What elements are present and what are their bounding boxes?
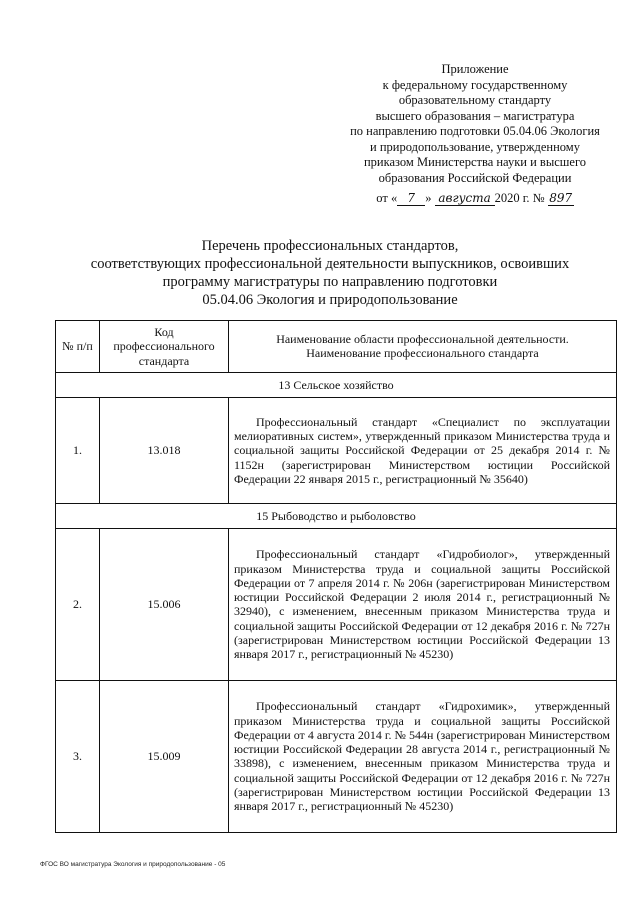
title-line: соответствующих профессиональной деятельности выпускников, освоивших xyxy=(90,256,570,272)
row-code: 13.018 xyxy=(100,397,229,503)
group-row xyxy=(56,503,617,528)
date-mid: » xyxy=(425,191,432,205)
appendix-line: Приложение xyxy=(441,62,509,76)
appendix-line: высшего образования – магистратура xyxy=(375,108,575,123)
row-text: Профессиональный стандарт «Гидрохимик», утвержденный приказом Министерства труда и социальной защиты Российской Федерации от 4 августа 2014 г. № 544н (зарегистрирован Министерством юстиции Российской Федерации 28 августа 2014 г., регистрационный № 33898), с изменением, внесенным приказом Министерства труда и социальной защиты Российской Федерации от 12 декабря 2016 г. № 727н (зарегистрирован Министерством юстиции Российской Федерации 13 января 2017 г., регистрационный № 45230) xyxy=(234,699,610,814)
row-text: Профессиональный стандарт «Специалист по эксплуатации мелиоративных систем», утвержденный приказом Министерства труда и социальной защиты Российской Федерации от 25 декабря 2014 г. № 1152н (зарегистрирован Министерством юстиции Российской Федерации 22 января 2015 г., регистрационный № 35640) xyxy=(234,414,610,486)
appendix-line: приказом Министерства науки и высшего xyxy=(363,155,587,169)
handwritten-number: 897 xyxy=(549,191,573,205)
title-line: программу магистратуры по направлению подготовки xyxy=(162,274,498,290)
title-line: Перечень профессиональных стандартов, xyxy=(201,238,459,254)
order-date-line xyxy=(330,191,620,207)
row-num: 2. xyxy=(56,528,100,680)
table-header-row xyxy=(56,321,617,373)
row-name-cell xyxy=(229,680,617,832)
appendix-line: образования Российской Федерации xyxy=(378,170,572,185)
group-title: 13 Сельское хозяйство xyxy=(56,372,617,397)
appendix-line: образовательному стандарту xyxy=(398,93,552,107)
table-row xyxy=(56,528,617,680)
date-year: 2020 г. № xyxy=(494,191,545,205)
row-name-cell xyxy=(229,397,617,503)
standards-table xyxy=(55,320,617,833)
header-code: Код профессионального стандарта xyxy=(100,321,229,373)
handwritten-day: 7 xyxy=(397,192,425,206)
header-num: № п/п xyxy=(56,321,100,373)
header-name: Наименование области профессиональной деятельности. Наименование профессионального стандарта xyxy=(229,321,617,373)
page-footer: ФГОС ВО магистратура Экология и природопользование - 05 xyxy=(40,861,226,868)
group-title: 15 Рыбоводство и рыболовство xyxy=(56,503,617,528)
row-name-cell xyxy=(229,528,617,680)
table-row xyxy=(56,397,617,503)
row-code: 15.006 xyxy=(100,528,229,680)
row-code: 15.009 xyxy=(100,680,229,832)
group-row xyxy=(56,372,617,397)
date-prefix: от « xyxy=(376,191,398,205)
document-title xyxy=(40,237,620,309)
row-num: 3. xyxy=(56,680,100,832)
appendix-line: к федеральному государственному xyxy=(382,77,568,92)
row-num: 1. xyxy=(56,397,100,503)
row-text: Профессиональный стандарт «Гидробиолог», утвержденный приказом Министерства труда и социальной защиты Российской Федерации от 7 апреля 2014 г. № 206н (зарегистрирован Министерством юстиции Российской Федерации 2 июля 2014 г., регистрационный № 32940), с изменением, внесенным приказом Министерства труда и социальной защиты Российской Федерации от 12 декабря 2016 г. № 727н (зарегистрирован Министерством юстиции Российской Федерации 13 января 2017 г., регистрационный № 45230) xyxy=(234,547,610,662)
title-line: 05.04.06 Экология и природопользование xyxy=(202,292,458,308)
appendix-line: и природопользование, утвержденному xyxy=(370,139,580,154)
handwritten-month: августа xyxy=(435,192,495,206)
appendix-block xyxy=(330,62,620,207)
appendix-line: по направлению подготовки 05.04.06 Экология xyxy=(350,124,600,138)
table-row xyxy=(56,680,617,832)
